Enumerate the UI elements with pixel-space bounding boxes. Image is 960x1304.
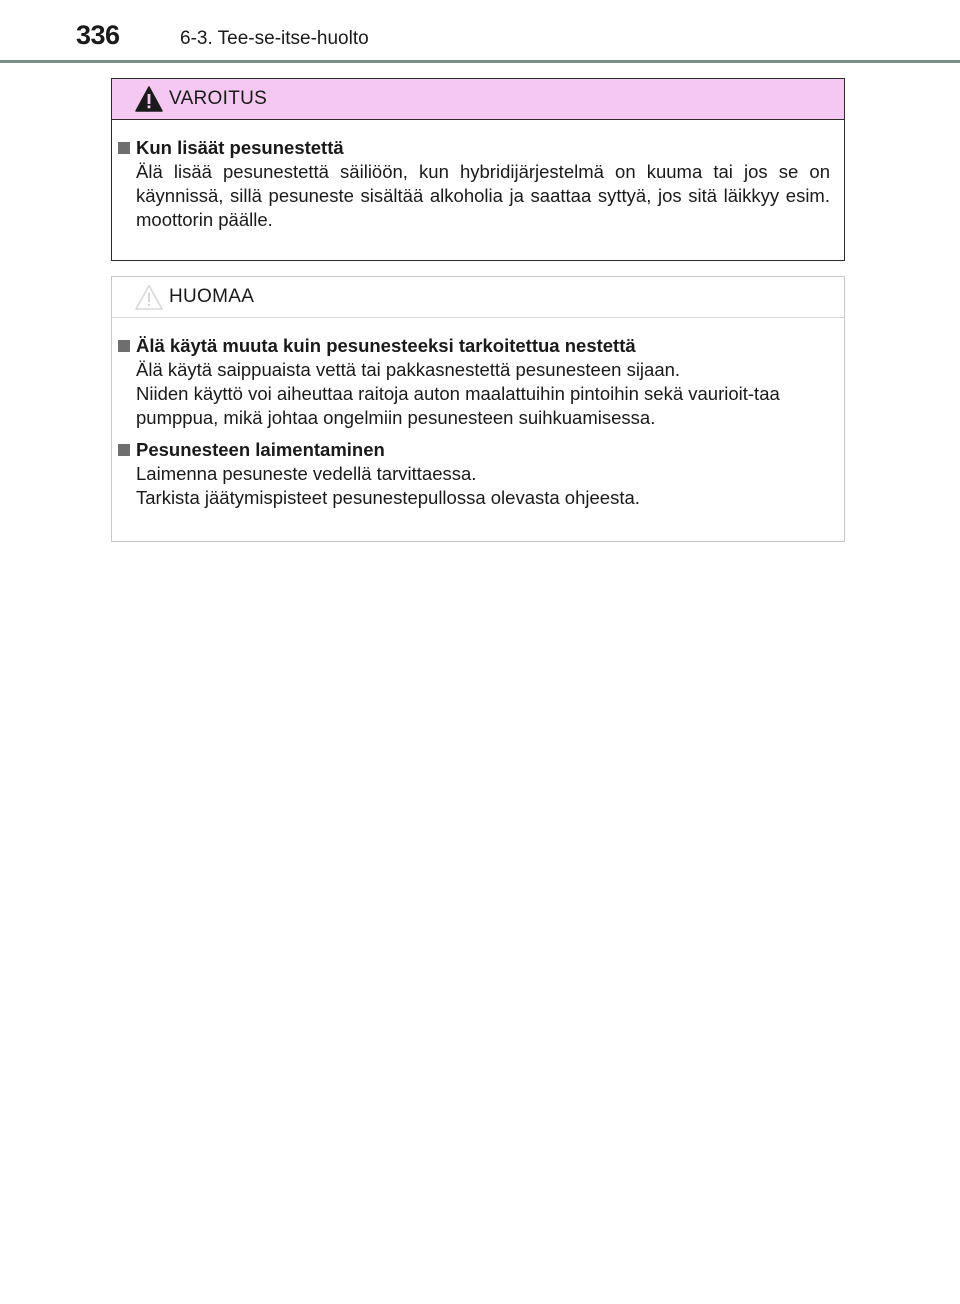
warning-box (111, 78, 845, 261)
notice-item (118, 334, 830, 430)
notice-item-line: Niiden käyttö voi aiheuttaa raitoja auton maalattuihin pintoihin sekä vaurioit-taa pumppua, mikä johtaa ongelmiin pesunesteen suihkuamisessa. (136, 383, 780, 428)
notice-item-title: Älä käytä muuta kuin pesunesteeksi tarkoitettua nestettä (136, 335, 636, 356)
notice-item-title: Pesunesteen laimentaminen (136, 439, 385, 460)
warning-item (118, 136, 830, 232)
notice-item-line: Laimenna pesuneste vedellä tarvittaessa. (136, 463, 477, 484)
warning-label: VAROITUS (169, 88, 268, 109)
warning-item-title: Kun lisäät pesunestettä (136, 137, 344, 158)
notice-box-body (112, 318, 844, 510)
notice-item-text (136, 462, 830, 510)
page-header (0, 0, 960, 64)
header-rule (0, 60, 960, 63)
notice-item-text (136, 358, 830, 430)
notice-item-line: Tarkista jäätymispisteet pesunestepullossa olevasta ohjeesta. (136, 487, 640, 508)
warning-item-text (136, 160, 830, 232)
notice-box-header (112, 277, 844, 318)
notice-item-line: Älä käytä saippuaista vettä tai pakkasnestettä pesunesteen sijaan. (136, 359, 681, 380)
warning-item-title-row (118, 136, 830, 160)
notice-item-title-row (118, 438, 830, 462)
page-number: 336 (76, 20, 120, 50)
notice-box (111, 276, 845, 542)
notice-label: HUOMAA (169, 286, 255, 307)
notice-item (118, 438, 830, 510)
section-title: 6-3. Tee-se-itse-huolto (180, 28, 369, 49)
warning-item-line: Älä lisää pesunestettä säiliöön, kun hybridijärjestelmä on kuuma tai jos se on käynnissä, sillä pesuneste sisältää alkoholia ja saattaa syttyä, jos sitä läikkyy esim. moottorin päälle. (136, 161, 830, 230)
notice-item-title-row (118, 334, 830, 358)
square-bullet-icon (118, 340, 130, 352)
warning-triangle-outline-icon (134, 283, 164, 311)
warning-box-body (112, 120, 844, 232)
square-bullet-icon (118, 142, 130, 154)
warning-box-header (112, 79, 844, 120)
square-bullet-icon (118, 444, 130, 456)
warning-triangle-filled-icon (134, 85, 164, 113)
